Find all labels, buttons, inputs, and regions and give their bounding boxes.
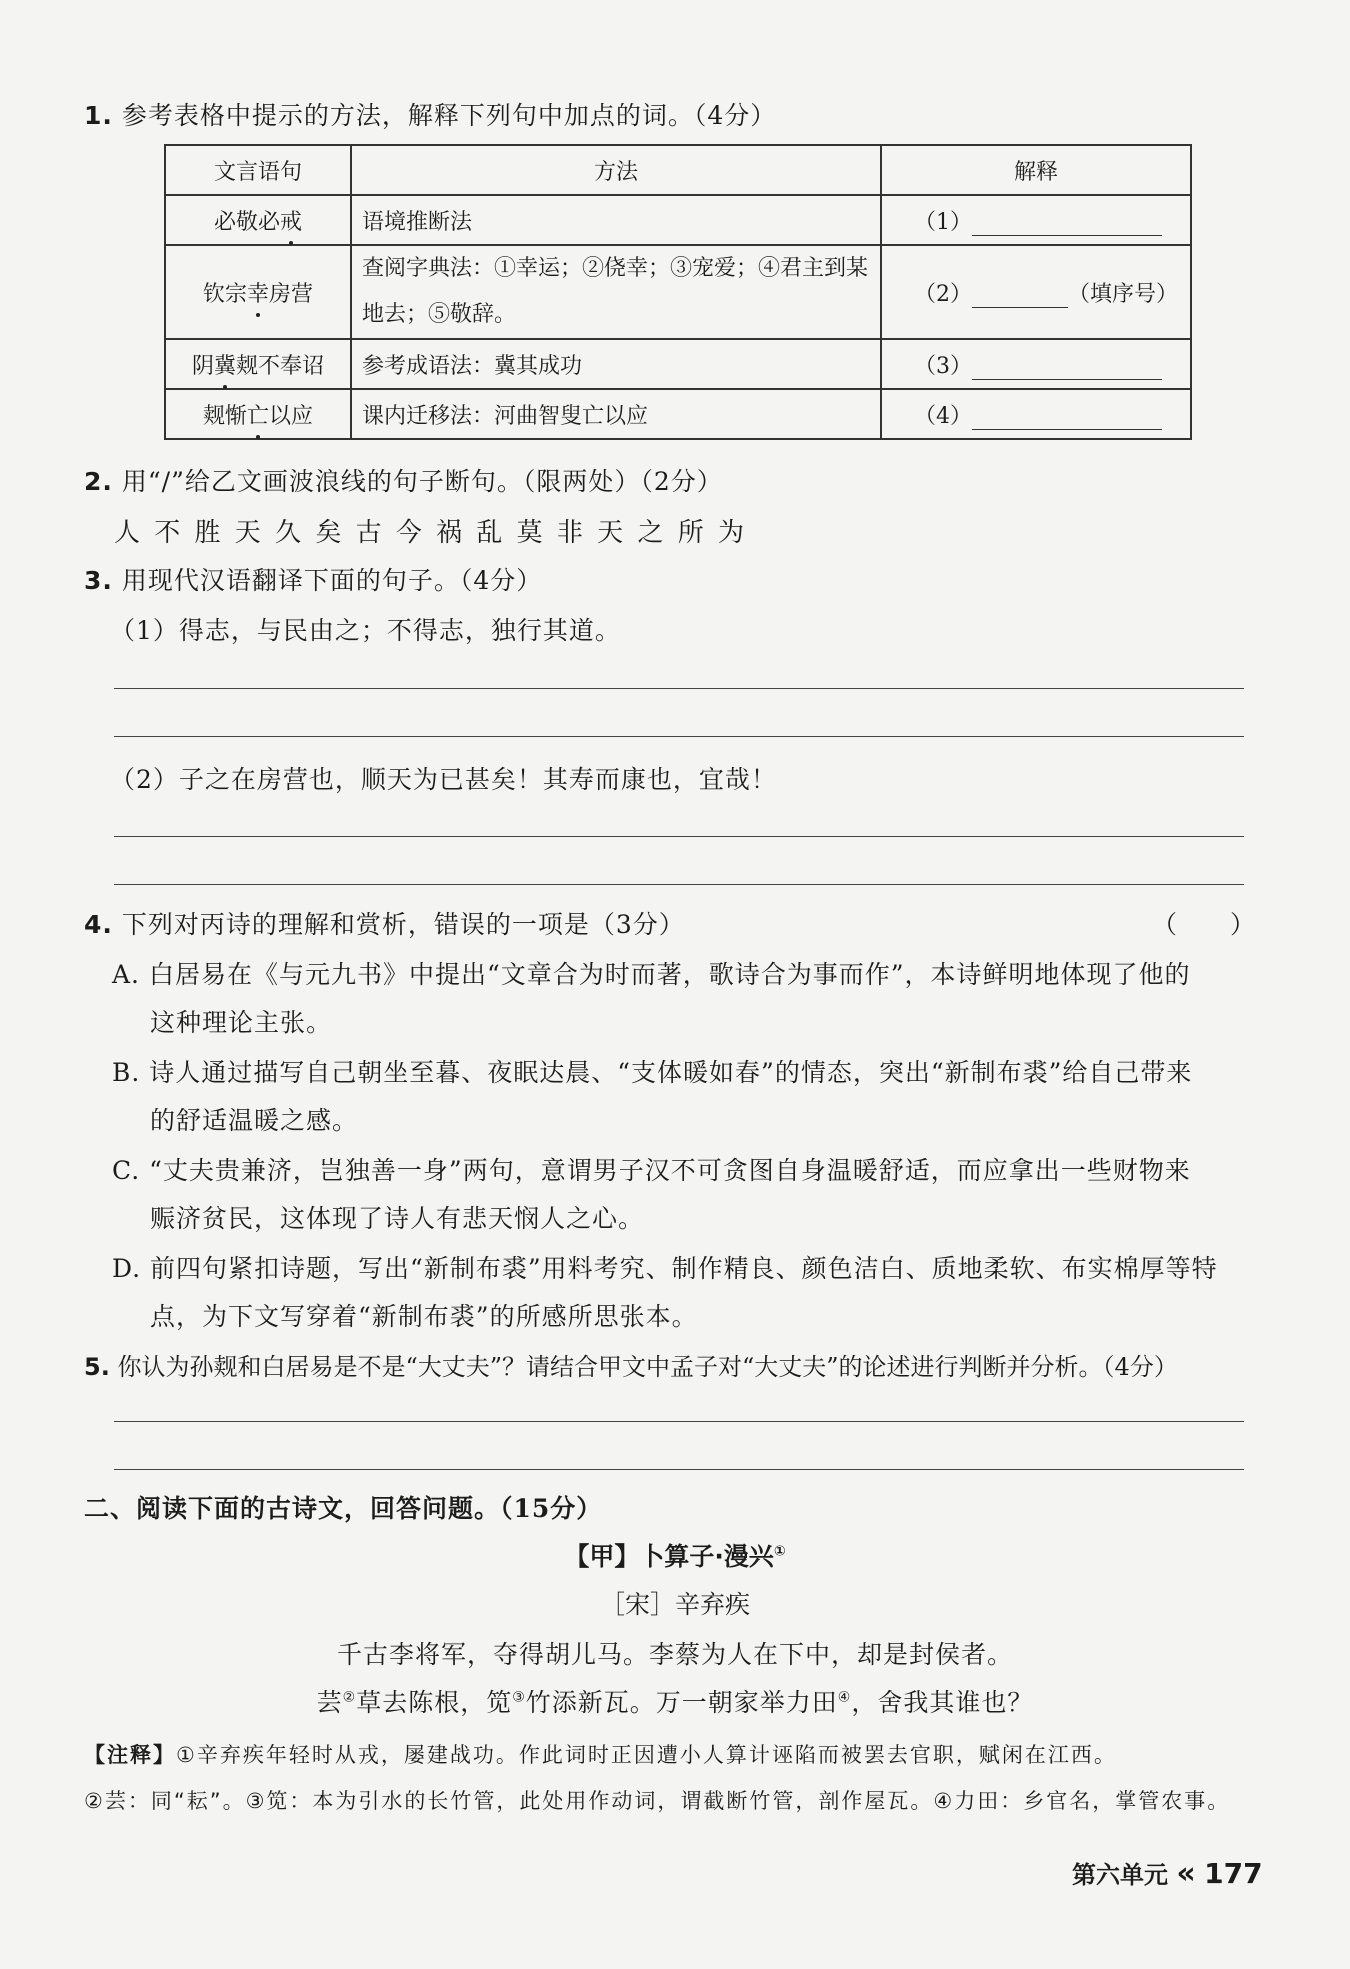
table-row (165, 245, 1191, 339)
method-line: 查阅字典法：①幸运；②侥幸；③宠爱；④君主到某 (362, 256, 869, 281)
note-text: ①辛弃疾年轻时从戎，屡建战功。作此词时正因遭小人算计诬陷而被罢去官职，赋闲在江西。 (176, 1743, 1117, 1767)
method-cell: 语境推断法 (351, 195, 881, 245)
punctuation-sentence: 人 不 胜 天 久 矣 古 今 祸 乱 莫 非 天 之 所 为 (114, 518, 747, 548)
poem-segment: 草去陈根，笕 (356, 1688, 513, 1717)
question-number: 5. (84, 1353, 110, 1381)
table-row (165, 195, 1191, 245)
option-a-line1[interactable]: A. 白居易在《与元九书》中提出“文章合为时而著，歌诗合为事而作”，本诗鲜明地体现了他的 (112, 960, 1191, 989)
sentence-cell (165, 245, 351, 339)
footnote-marker: ④ (837, 1689, 852, 1706)
option-c-line1[interactable]: C. “丈夫贵兼济，岂独善一身”两句，意谓男子汉不可贪图自身温暖舒适，而应拿出一些财物来 (112, 1156, 1191, 1185)
page-footer (1072, 1855, 1263, 1891)
poem-segment: 竹添新瓦。万一朝家举力田 (525, 1688, 838, 1717)
method-line: 地去；⑤敬辞。 (362, 302, 517, 327)
question-text: 参考表格中提示的方法，解释下列句中加点的词。（4分） (121, 101, 777, 130)
method-cell: 参考成语法：冀其成功 (351, 339, 881, 389)
answer-blank[interactable] (972, 235, 1162, 236)
emphasized-character: 亡 (247, 399, 269, 430)
sentence-cell (165, 339, 351, 389)
emphasized-character: 戒 (280, 205, 302, 236)
answer-label: （1） (914, 209, 972, 235)
option-b-line1[interactable]: B. 诗人通过描写自己朝坐至暮、夜眠达晨、“支体暖如春”的情态，突出“新制布裘”给自己带来 (112, 1058, 1193, 1087)
poem-line-1: 千古李将军，夺得胡儿马。李蔡为人在下中，却是封侯者。 (336, 1640, 1013, 1669)
option-a-line2: 这种理论主张。 (150, 1008, 333, 1037)
footnote-marker: ① (773, 1543, 786, 1560)
page-number: 177 (1204, 1857, 1263, 1890)
answer-cell (881, 195, 1191, 245)
poem-line-2 (0, 1683, 1350, 1719)
question-2 (84, 462, 723, 498)
notes-label: 【注释】 (84, 1743, 176, 1767)
option-d-line1[interactable]: D. 前四句紧扣诗题，写出“新制布裘”用料考究、制作精良、颜色洁白、质地柔软、布实棉厚等特 (112, 1254, 1218, 1283)
table-row (165, 389, 1191, 439)
question-number: 4. (84, 910, 113, 939)
sentence-text: 阴 (191, 353, 214, 379)
table-header: 文言语句 (165, 145, 351, 195)
translation-sentence-2: （2）子之在房营也，顺天为已甚矣！其寿而康也，宜哉！ (110, 765, 777, 794)
method-table (164, 144, 1192, 440)
question-text: 你认为孙觌和白居易是不是“大丈夫”？请结合甲文中孟子对“大丈夫”的论述进行判断并分析。（4分） (117, 1353, 1178, 1381)
emphasized-character: 幸 (247, 277, 269, 308)
option-c-line2: 赈济贫民，这体现了诗人有悲天悯人之心。 (150, 1204, 645, 1233)
table-header-row (165, 145, 1191, 195)
sentence-text: 房营 (269, 281, 314, 307)
sentence-text: 必敬必 (213, 209, 280, 235)
answer-line[interactable] (114, 884, 1244, 885)
answer-line[interactable] (114, 836, 1244, 837)
question-text: 用“/”给乙文画波浪线的句子断句。（限两处）（2分） (121, 467, 723, 496)
question-5 (84, 1347, 1178, 1382)
question-text: 用现代汉语翻译下面的句子。（4分） (121, 566, 543, 595)
question-text: 下列对丙诗的理解和赏析，错误的一项是（3分） (121, 910, 685, 939)
answer-label: （2） (914, 281, 972, 307)
table-header: 方法 (351, 145, 881, 195)
notes-line-2: ②芸：同“耘”。③笕：本为引水的长竹管，此处用作动词，谓截断竹管，剖作屋瓦。④力田：乡官名，掌管农事。 (84, 1789, 1231, 1813)
answer-line[interactable] (114, 688, 1244, 689)
answer-suffix: （填序号） (1068, 281, 1179, 307)
method-cell (351, 245, 881, 339)
answer-cell (881, 245, 1191, 339)
method-cell: 课内迁移法：河曲智叟亡以应 (351, 389, 881, 439)
question-number: 1. (84, 101, 113, 130)
answer-line[interactable] (114, 1421, 1244, 1422)
footnote-marker: ② (342, 1689, 357, 1706)
answer-blank[interactable] (972, 429, 1162, 430)
answer-line[interactable] (114, 736, 1244, 737)
section-heading: 二、阅读下面的古诗文，回答问题。（15分） (84, 1494, 603, 1523)
double-chevron-icon: « (1176, 1856, 1196, 1891)
poem-title (0, 1537, 1350, 1573)
translation-sentence-1: （1）得志，与民由之；不得志，独行其道。 (110, 616, 621, 645)
answer-label: （4） (914, 403, 972, 429)
answer-blank[interactable] (972, 307, 1068, 308)
question-4 (84, 905, 685, 941)
unit-label: 第六单元 (1072, 1861, 1168, 1889)
answer-bracket[interactable]: （ ） (1152, 910, 1257, 939)
question-1 (84, 96, 776, 132)
answer-line[interactable] (114, 1469, 1244, 1470)
option-b-line2: 的舒适温暖之感。 (150, 1106, 359, 1135)
answer-blank[interactable] (972, 379, 1162, 380)
question-number: 2. (84, 467, 113, 496)
table-row (165, 339, 1191, 389)
poem-author: ［宋］辛弃疾 (599, 1590, 750, 1619)
poem-segment: ，舍我其谁也？ (851, 1688, 1034, 1717)
sentence-text: 觌惭 (202, 403, 247, 429)
table-header: 解释 (881, 145, 1191, 195)
notes-line-1 (84, 1739, 1117, 1769)
sentence-text: 以应 (269, 403, 314, 429)
sentence-text: 钦宗 (202, 281, 247, 307)
emphasized-character: 冀 (214, 349, 236, 380)
question-3 (84, 561, 542, 597)
sentence-cell (165, 389, 351, 439)
footnote-marker: ③ (512, 1689, 526, 1706)
answer-cell (881, 389, 1191, 439)
answer-label: （3） (914, 353, 972, 379)
sentence-cell (165, 195, 351, 245)
option-d-line2: 点，为下文写穿着“新制布裘”的所感所思张本。 (150, 1302, 698, 1331)
sentence-text: 觌不奉诏 (236, 353, 325, 379)
answer-cell (881, 339, 1191, 389)
poem-title-text: 【甲】卜算子·漫兴 (564, 1542, 774, 1571)
poem-segment: 芸 (316, 1688, 343, 1717)
question-number: 3. (84, 566, 113, 595)
